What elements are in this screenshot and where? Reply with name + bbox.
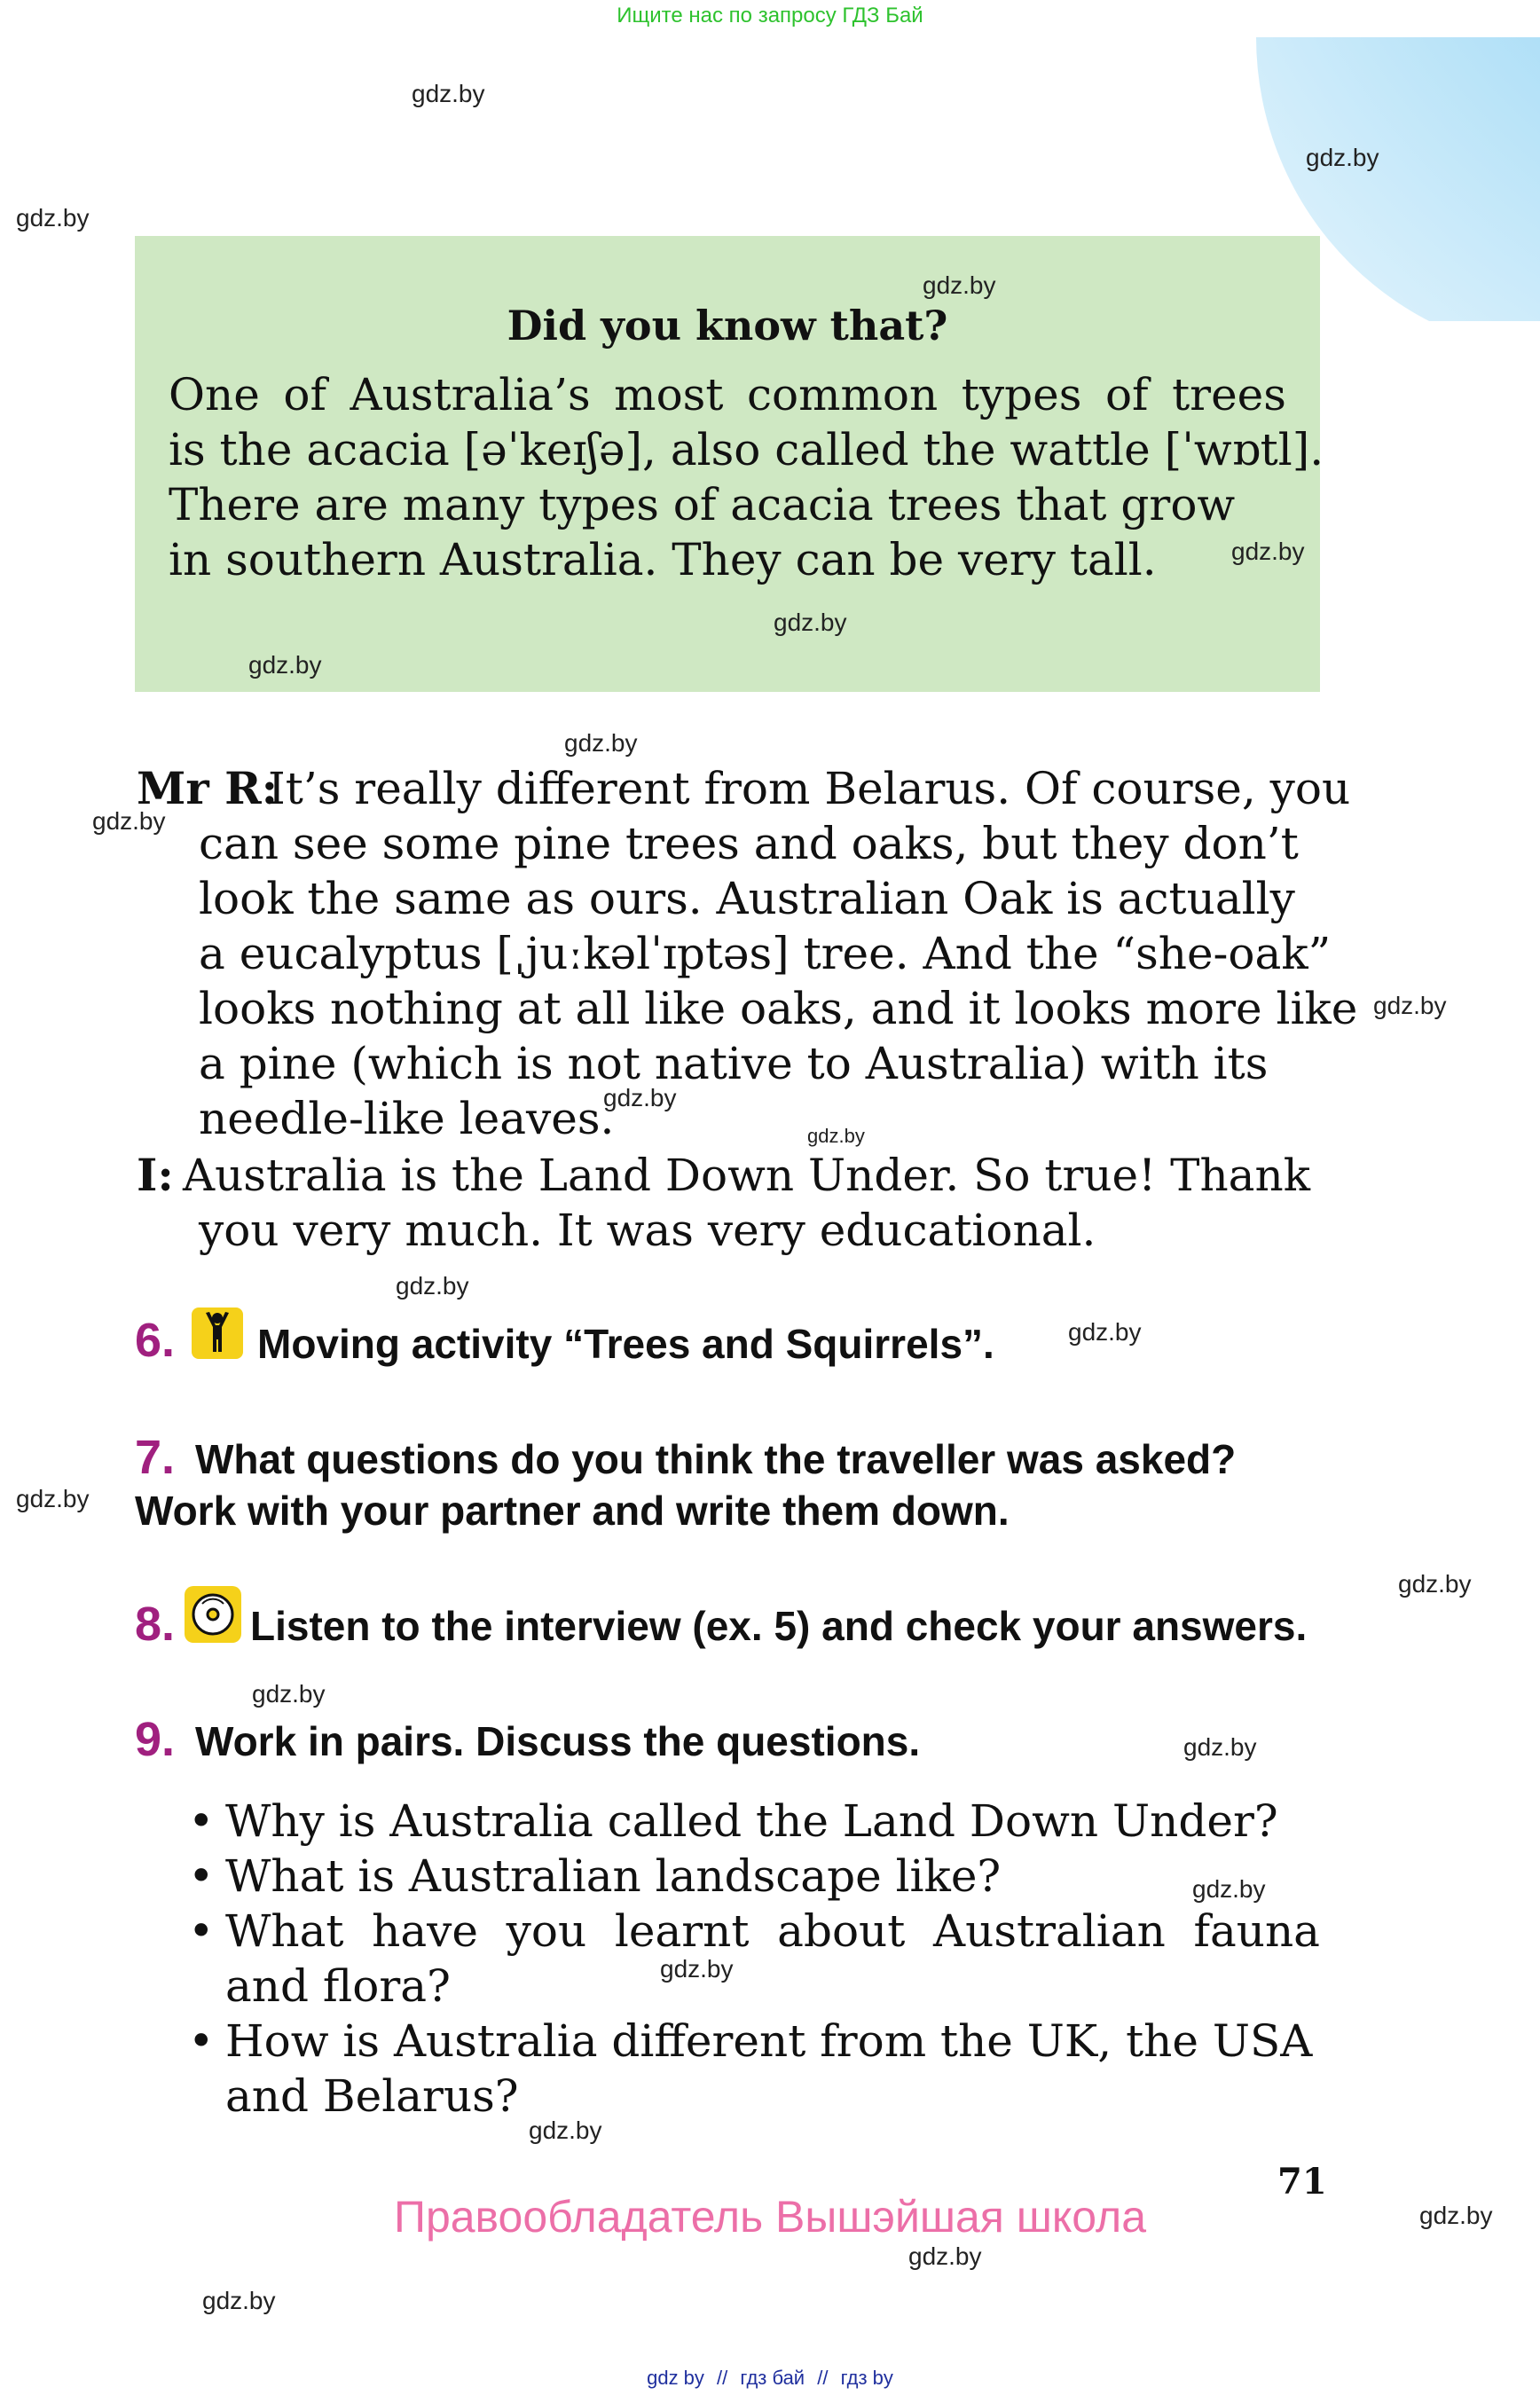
mr-r-line-6: a pine (which is not native to Australia) with its	[199, 1038, 1269, 1089]
watermark: gdz.by	[1068, 1318, 1142, 1346]
task-8-number: 8.	[135, 1598, 176, 1651]
bullet-marker-1: •	[188, 1795, 215, 1847]
moving-activity-icon	[192, 1308, 243, 1359]
bullet-3-line-2: and flora?	[225, 1960, 451, 2012]
watermark: gdz.by	[1398, 1570, 1472, 1598]
watermark: gdz.by	[1231, 538, 1305, 565]
task-6-number: 6.	[135, 1314, 176, 1367]
mr-r-line-1: It’s really different from Belarus. Of course, you	[268, 763, 1351, 814]
bottom-link-3[interactable]: гдз by	[840, 2367, 893, 2389]
bottom-links	[0, 2367, 1540, 2390]
mr-r-line-4: a eucalyptus [ˌjuːkəlˈɪptəs] tree. And the “she-oak”	[199, 928, 1332, 979]
box-line-1: One of Australia’s most common types of trees	[169, 369, 1286, 420]
watermark: gdz.by	[396, 1272, 469, 1300]
watermark: gdz.by	[660, 1955, 734, 1983]
watermark: gdz.by	[603, 1084, 677, 1111]
mr-r-speaker: Mr R:	[137, 762, 279, 814]
bullet-1: Why is Australia called the Land Down Under?	[225, 1795, 1278, 1847]
watermark: gdz.by	[923, 271, 996, 299]
bullet-2: What is Australian landscape like?	[225, 1850, 1002, 1902]
watermark: gdz.by	[1192, 1875, 1266, 1903]
box-line-2: is the acacia [əˈkeɪʃə], also called the wattle [ˈwɒtl].	[169, 424, 1324, 475]
bullet-4-line-2: and Belarus?	[225, 2070, 519, 2122]
mr-r-line-5: looks nothing at all like oaks, and it looks more like	[199, 983, 1358, 1034]
page-number: 71	[1277, 2161, 1327, 2203]
task-8-text: Listen to the interview (ex. 5) and check your answers.	[250, 1603, 1308, 1649]
watermark: gdz.by	[412, 80, 485, 107]
task-9-text: Work in pairs. Discuss the questions.	[195, 1718, 921, 1764]
i-line-2: you very much. It was very educational.	[199, 1205, 1096, 1256]
copyright-footer: Правообладатель Вышэйшая школа	[394, 2192, 1146, 2242]
watermark: gdz.by	[529, 2116, 602, 2144]
watermark: gdz.by	[1419, 2202, 1493, 2229]
watermark: gdz.by	[92, 807, 166, 835]
watermark: gdz.by	[16, 204, 90, 232]
i-speaker: I:	[137, 1149, 174, 1201]
watermark: gdz.by	[564, 729, 638, 757]
box-line-4: in southern Australia. They can be very tall.	[169, 534, 1157, 585]
bottom-separator-2: //	[817, 2367, 829, 2389]
watermark: gdz.by	[252, 1680, 326, 1708]
task-7-text: What questions do you think the traveller was asked?	[195, 1436, 1237, 1482]
watermark: gdz.by	[248, 651, 322, 679]
bottom-link-2[interactable]: гдз бай	[740, 2367, 805, 2389]
mr-r-line-2: can see some pine trees and oaks, but they don’t	[199, 818, 1299, 869]
bullet-marker-3: •	[188, 1905, 215, 1957]
task-7-text-2: Work with your partner and write them down.	[135, 1488, 1010, 1534]
watermark: gdz.by	[202, 2287, 276, 2314]
task-6-text: Moving activity “Trees and Squirrels”.	[257, 1321, 994, 1367]
bullet-3: What have you learnt about Australian fauna	[225, 1905, 1320, 1957]
audio-cd-icon	[185, 1586, 241, 1643]
bullet-marker-2: •	[188, 1850, 215, 1902]
task-9-number: 9.	[135, 1713, 176, 1766]
did-you-know-title: Did you know that?	[507, 302, 948, 349]
watermark: gdz.by	[908, 2242, 982, 2270]
bottom-separator-1: //	[717, 2367, 728, 2389]
watermark: gdz.by	[807, 1125, 865, 1147]
bullet-4: How is Australia different from the UK, the USA	[225, 2015, 1313, 2067]
task-7-number: 7.	[135, 1431, 176, 1484]
header-note[interactable]: Ищите нас по запросу ГДЗ Бай	[617, 4, 923, 27]
watermark: gdz.by	[1373, 992, 1447, 1019]
box-line-3: There are many types of acacia trees that grow	[169, 479, 1236, 530]
mr-r-line-3: look the same as ours. Australian Oak is actually	[199, 873, 1295, 924]
watermark: gdz.by	[774, 609, 847, 636]
i-line-1: Australia is the Land Down Under. So true! Thank	[183, 1150, 1310, 1201]
watermark: gdz.by	[16, 1485, 90, 1512]
watermark: gdz.by	[1306, 144, 1379, 171]
bottom-link-1[interactable]: gdz by	[647, 2367, 704, 2389]
bullet-marker-4: •	[188, 2015, 215, 2067]
watermark: gdz.by	[1183, 1733, 1257, 1761]
mr-r-line-7: needle-like leaves.	[199, 1093, 615, 1144]
